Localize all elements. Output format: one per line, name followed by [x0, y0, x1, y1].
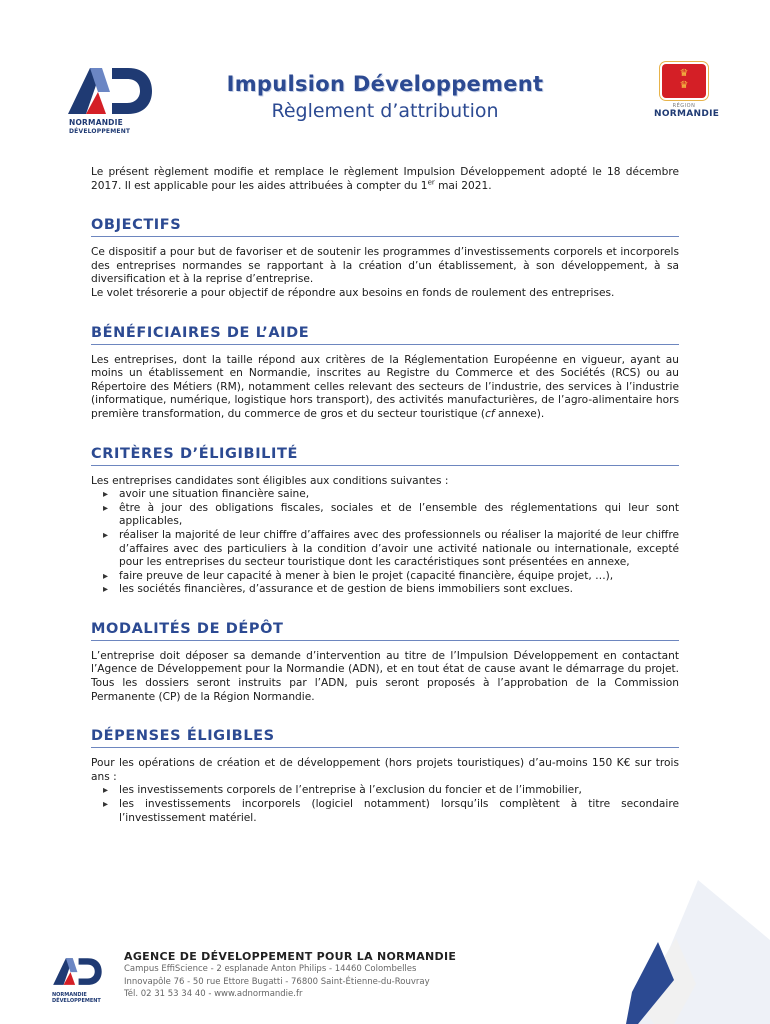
objectifs-paragraph-1: Ce dispositif a pour but de favoriser et de soutenir les programmes d’investissements corporels et incorporels des entreprises normandes se rapportant à la création d’un établissement, à son développement, à sa diversification et à la reprise d’entreprise.: [91, 246, 679, 286]
document-subtitle: Règlement d’attribution: [271, 100, 499, 122]
document-content: [91, 166, 679, 849]
section-heading-beneficiaires: BÉNÉFICIAIRES DE L’AIDE: [91, 325, 679, 345]
normandie-crest-icon: ♛ ♛: [662, 64, 706, 98]
section-modalites: [91, 621, 679, 704]
region-logo-small-text: RÉGION: [672, 103, 696, 109]
intro-text-end: mai 2021.: [434, 179, 492, 192]
footer-organization: AGENCE DE DÉVELOPPEMENT POUR LA NORMANDIE: [124, 950, 457, 963]
section-heading-criteres: CRITÈRES D’ÉLIGIBILITÉ: [91, 446, 679, 466]
beneficiaires-cf: cf: [485, 407, 495, 420]
region-logo-name: NORMANDIE: [654, 109, 720, 119]
depenses-list-item: ▸ les investissements corporels de l’entreprise à l’exclusion du foncier et de l’immobilier,: [91, 784, 679, 798]
footer-address-1: Campus EffiScience - 2 esplanade Anton Philips - 14460 Colombelles: [124, 964, 417, 974]
footer-ad-logo: [52, 954, 106, 1006]
footer-logo-brand-line1: NORMANDIE: [52, 992, 87, 998]
footer-logo-brand: [52, 992, 101, 1004]
section-depenses: [91, 728, 679, 825]
diamond-decoration-icon: [598, 880, 770, 1024]
criteres-intro: Les entreprises candidates sont éligibles aux conditions suivantes :: [91, 474, 449, 487]
modalites-paragraph: L’entreprise doit déposer sa demande d’intervention au titre de l’Impulsion Développement en contactant l’Agence de Développement pour la Normandie (ADN), et en tout état de cause avant le démarrage du projet. Tous les dossiers seront instruits par l’ADN, puis seront proposés à l’approbation de la Commission Permanente (CP) de la Région Normandie.: [91, 649, 679, 703]
criteres-list-item: ▸ réaliser la majorité de leur chiffre d’affaires avec des professionnels ou réaliser la majorité de leur chiffre d’affaires avec des particuliers à la condition d’avoir une activité nationale ou internationale, excepté pour les entreprises du secteur touristique dont les caractéristiques sont présentées en annexe,: [91, 529, 679, 570]
section-heading-depenses: DÉPENSES ÉLIGIBLES: [91, 728, 679, 748]
section-beneficiaires: [91, 325, 679, 422]
footer-address-2: Innovapôle 76 - 50 rue Ettore Bugatti - 76800 Saint-Étienne-du-Rouvray: [124, 976, 430, 987]
intro-superscript: er: [427, 178, 435, 187]
footer-logo-brand-line2: DÉVELOPPEMENT: [52, 998, 101, 1004]
criteres-list: [91, 488, 679, 597]
beneficiaires-text-end: annexe).: [494, 407, 545, 420]
ad-logo-icon: [52, 954, 104, 988]
section-objectifs: [91, 217, 679, 300]
document-title: Impulsion Développement: [226, 72, 544, 96]
footer-phone-web: Tél. 02 31 53 34 40 - www.adnormandie.fr: [124, 989, 303, 999]
ad-logo-brand-line1: NORMANDIE: [69, 118, 123, 127]
depenses-list-item: ▸ les investissements incorporels (logiciel notamment) lorsqu’ils complètent à titre secondaire l’investissement matériel.: [91, 798, 679, 825]
section-heading-objectifs: OBJECTIFS: [91, 217, 679, 237]
criteres-list-item: ▸ être à jour des obligations fiscales, sociales et de l’ensemble des réglementations qui leur sont applicables,: [91, 502, 679, 529]
depenses-list: [91, 784, 679, 825]
ad-logo-brand-line2: DÉVELOPPEMENT: [69, 128, 131, 135]
footer-contact: [124, 950, 524, 1001]
criteres-list-item: ▸ faire preuve de leur capacité à mener à bien le projet (capacité financière, équipe projet, …),: [91, 570, 679, 584]
region-normandie-logo: [654, 64, 720, 122]
section-criteres: [91, 446, 679, 597]
intro-text-main: Le présent règlement modifie et remplace le règlement Impulsion Développement adopté le 18 décembre 2017. Il est applicable pour les aides attribuées à compter du 1: [91, 166, 679, 192]
depenses-intro: Pour les opérations de création et de développement (hors projets touristiques) d’au-moins 150 K€ sur trois ans :: [91, 757, 679, 783]
criteres-list-item: ▸ avoir une situation financière saine,: [91, 488, 679, 502]
intro-paragraph: [91, 166, 679, 193]
section-heading-modalites: MODALITÉS DE DÉPÔT: [91, 621, 679, 641]
beneficiaires-paragraph: [91, 354, 679, 422]
beneficiaires-text: Les entreprises, dont la taille répond aux critères de la Réglementation Européenne en vigueur, ayant au moins un établissement en Normandie, inscrites au Registre du Commerce et des Sociétés (RCS) ou au Répertoire des Métiers (RM), notamment celles relevant des secteurs de l’industrie, des services à l’industrie (informatique, numérique, logistique hors transport), des activités manufacturières, de l’agro-alimentaire hors première transformation, du commerce de gros et du secteur touristique (: [91, 353, 679, 420]
criteres-list-item: ▸ les sociétés financières, d’assurance et de gestion de biens immobiliers sont exclues.: [91, 583, 679, 597]
objectifs-paragraph-2: Le volet trésorerie a pour objectif de répondre aux besoins en fonds de roulement des entreprises.: [91, 286, 615, 299]
